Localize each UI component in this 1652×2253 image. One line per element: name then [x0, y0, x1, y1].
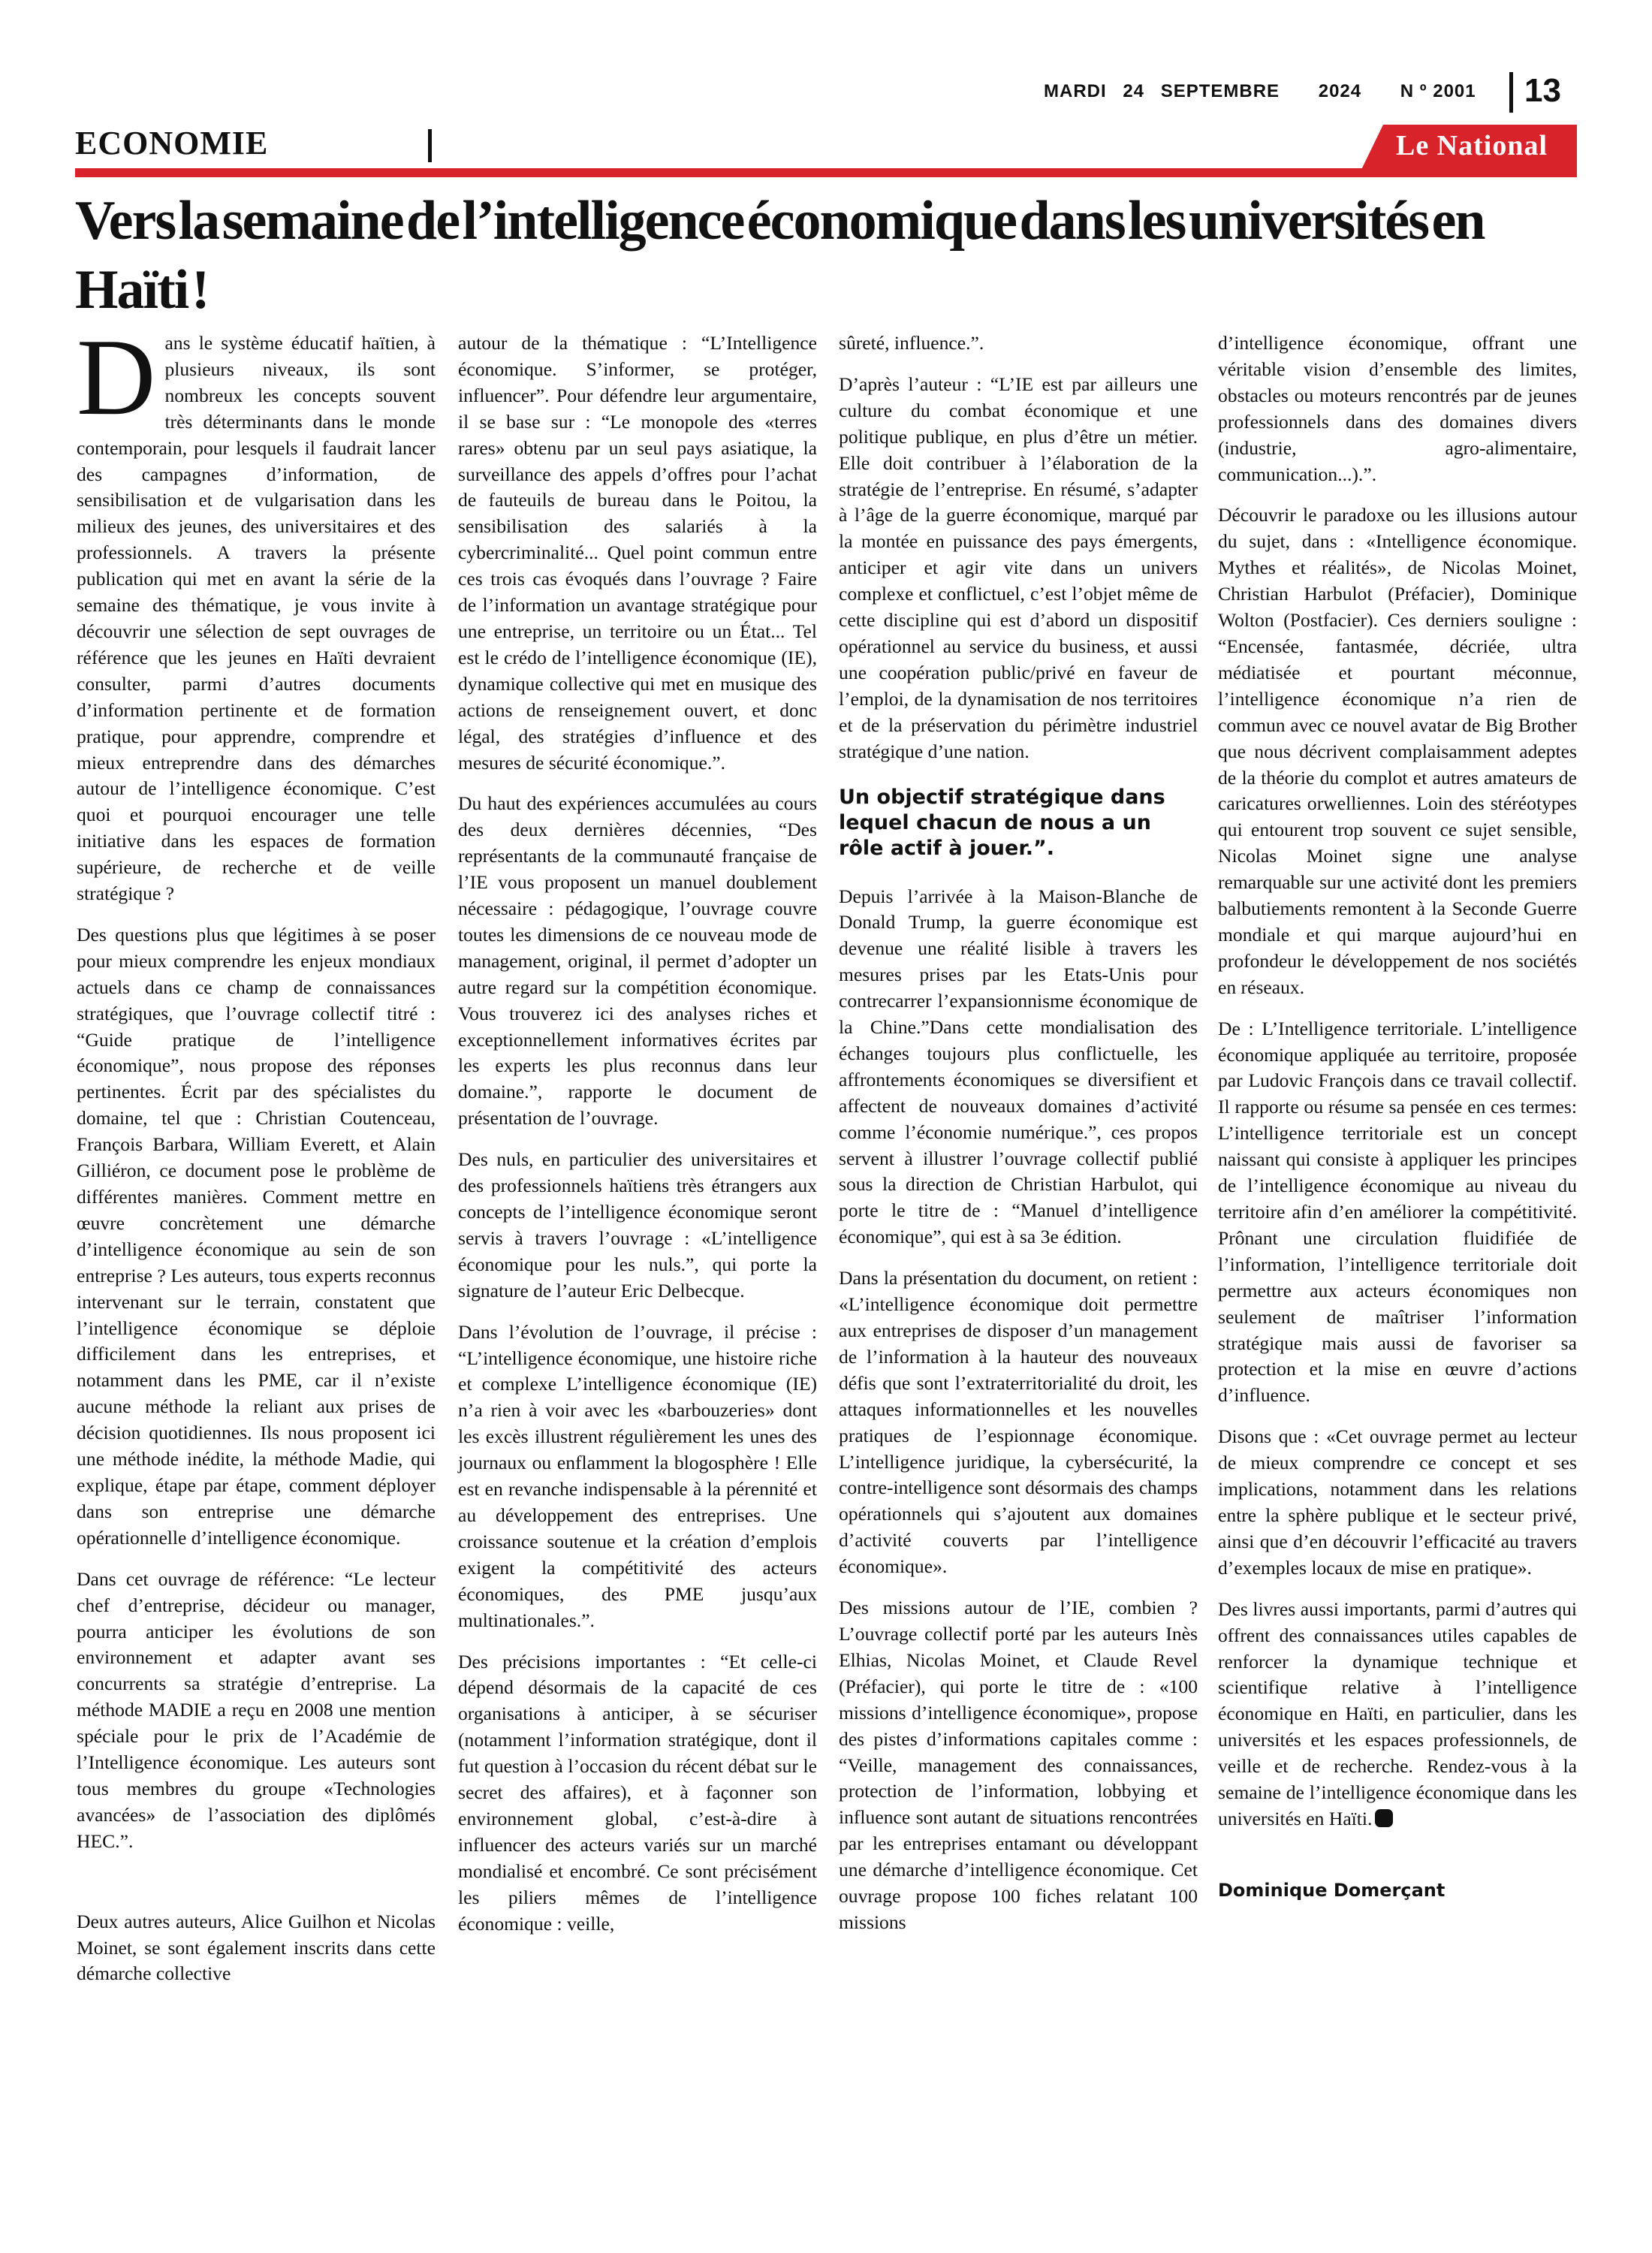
newspaper-brand: Le National — [1395, 130, 1548, 161]
paragraph: Des précisions importantes : “Et celle-ci dépend désormais de la capacité de ces organisations à anticiper, à se sécuriser (notamment l’information stratégique, dont il fut question à l’occasion du récent débat sur le secret des affaires), et à façonner son environnement global, c’est-à-dire à influencer des acteurs variés sur un marché mondialisé et encombré. Ce sont précisément les piliers mêmes de l’intelligence économique : veille, — [458, 1650, 817, 1935]
paragraph: Dans l’évolution de l’ouvrage, il précise : “L’intelligence économique, une histoire riche et complexe L’intelligence économique (IE) n’a rien à voir avec les «barbouzeries» dont les excès illustrent régulièrement les unes des journaux ou enflamment la blogosphère ! Elle est en revanche indispensable à la pérennité et au développement des entreprises. Une croissance soutenue et la création d’emplois exigent la compétitivité des acteurs économiques, des PME jusqu’aux multinationales.”. — [458, 1320, 817, 1631]
article-headline: Vers la semaine de l’intelligence économique dans les universités en Haïti ! — [75, 190, 1485, 321]
paragraph: Depuis l’arrivée à la Maison-Blanche de Donald Trump, la guerre économique est devenue une réalité lisible à travers les mesures prises par les Etats-Unis pour contrecarrer l’expansionnisme économique de la Chine.”Dans cette mondialisation des échanges toujours plus conflictuelle, les affrontements économiques se diversifient et affectent de nouveaux domaines d’activité comme l’économie numérique.”, ces propos servent à illustrer l’ouvrage collectif publié sous la direction de Christian Harbulot, qui porte le titre de : “Manuel d’intelligence économique”, qui est à sa 3e édition. — [839, 885, 1198, 1248]
page-number-divider — [1509, 72, 1513, 113]
paragraph: Deux autres auteurs, Alice Guilhon et Nicolas Moinet, se sont également inscrits dans cette démarche collective — [77, 1910, 436, 1985]
issue-dateline — [1044, 81, 1487, 102]
paragraph — [1218, 1597, 1577, 1832]
paragraph: Dans la présentation du document, on retient : «L’intelligence économique doit permettre aux entreprises de disposer d’un management de l’information à la hauteur des nouveaux défis que sont l’extraterritorialité du droit, les attaques informationnelles et les nouvelles pratiques de l’espionnage économique. L’intelligence juridique, la cybersécurité, la contre-intelligence sont désormais des champs opérationnels qui s’ajoutent aux domaines d’activité couverts par l’intelligence économique». — [839, 1267, 1198, 1578]
article-column-1 — [77, 316, 436, 2002]
paragraph-text: ans le système éducatif haïtien, à plusieurs niveaux, ils sont nombreux les concepts souvent très déterminants dans le monde contemporain, pour lesquels il faudrait lancer des campagnes d’information, de sensibilisation et de vulgarisation dans les milieux des jeunes, des universitaires et des professionnels. A travers la présente publication qui met en avant la série de la semaine des thématique, je vous invite à découvrir une sélection de sept ouvrages de référence que les jeunes en Haïti devraient consulter, parmi d’autres documents d’information pertinente et de formation pratique, pour apprendre, comprendre et mieux entreprendre dans des démarches autour de l’intelligence économique. C’est quoi et pourquoi encourager une telle initiative dans les espaces de formation supérieure, de recherche et de veille stratégique ? — [77, 332, 436, 905]
paragraph — [77, 316, 436, 907]
paragraph-text: Des livres aussi importants, parmi d’autres qui offrent des connaissances utiles capables de renforcer la dynamique technique et scientifique relative à l’intelligence économique en Haïti, en particulier, dans les universités et les espaces professionnels, de veille et de recherche. Rendez-vous à la semaine de l’intelligence économique dans les universités en Haïti. — [1218, 1597, 1577, 1829]
end-of-article-icon — [1375, 1809, 1393, 1827]
paragraph: Du haut des expériences accumulées au cours des deux dernières décennies, “Des représentants de la communauté française de l’IE vous proposent un manuel doublement nécessaire : pédagogique, l’ouvrage couvre toutes les dimensions de ce nouveau mode de management, original, il permet d’adopter un autre regard sur la compétition économique. Vous trouverez ici des analyses riches et exceptionnellement informatives écrites par les experts les plus reconnus dans leur domaine.”, rapporte le document de présentation de l’ouvrage. — [458, 792, 817, 1130]
dateline-year: 2024 — [1318, 81, 1362, 101]
paragraph: Des questions plus que légitimes à se poser pour mieux comprendre les enjeux mondiaux actuels dans ce champ de connaissances stratégiques, que l’ouvrage collectif titré : “Guide pratique de l’intelligence économique”, nous propose des réponses pertinentes. Écrit par des spécialistes du domaine, tel que : Christian Coutenceau, François Barbara, William Everett, et Alain Gilliéron, ce document pose le problème de différentes manières. Comment mettre en œuvre concrètement une démarche d’intelligence économique au sein de son entreprise ? Les auteurs, tous experts reconnus intervenant sur le terrain, constatent que l’intelligence économique se déploie difficilement dans les entreprises, et notamment dans les PME, car il n’existe aucune méthode la reliant aux prises de décision quotidiennes. Ils nous proposent ici une méthode inédite, la méthode Madie, qui explique, étape par étape, comment déployer dans son entreprise une démarche opérationnelle d’intelligence économique. — [77, 923, 436, 1549]
dateline-day: MARDI — [1044, 81, 1107, 101]
article-subheading: Un objectif stratégique dans lequel chacun de nous a un rôle actif à jouer.”. — [839, 785, 1165, 860]
paragraph: Découvrir le paradoxe ou les illusions autour du sujet, dans : «Intelligence économique. Mythes et réalités», de Nicolas Moinet, Christian Harbulot (Préfacier), Dominique Wolton (Postfacier). Ces derniers souligne : “Encensée, fantasmée, décriée, ultra médiatisée et pourtant méconnue, l’intelligence économique n’a rien de commun avec ce nouvel avatar de Big Brother que nous décrivent complaisamment adeptes de la théorie du complot et autres amateurs de caricatures orwelliennes. Loin des stéréotypes qui entourent trop souvent ce sujet sensible, Nicolas Moinet signe une analyse remarquable sur une activité dont les premiers balbutiements remontent à la Seconde Guerre mondiale et qui marque aujourd’hui en profondeur le développement de nos sociétés en réseaux. — [1218, 504, 1577, 998]
paragraph: Des missions autour de l’IE, combien ? L’ouvrage collectif porté par les auteurs Inès Elhias, Nicolas Moinet, et Claude Revel (Préfacier), qui porte le titre de : «100 missions d’intelligence économique», propose des pistes d’informations capitales comme : “Veille, management des connaissances, protection de l’information, lobbying et influence sont autant de situations rencontrées par les entreprises entamant ou développant une démarche d’intelligence économique. Cet ouvrage propose 100 fiches relatant 100 missions — [839, 1597, 1198, 1933]
paragraph: De : L’Intelligence territoriale. L’intelligence économique appliquée au territoire, proposée par Ludovic François dans ce travail collectif. Il rapporte ou résume sa pensée en ces termes: L’intelligence territoriale est un concept naissant qui consiste à appliquer les principes de l’intelligence économique au niveau du territoire afin d’en améliorer la compétitivité. Prônant une circulation fluidifiée de l’information, l’intelligence territoriale doit permettre aux acteurs économiques non seulement de maîtriser l’information stratégique mais aussi de favoriser sa protection et la mise en œuvre d’actions d’influence. — [1218, 1017, 1577, 1407]
drop-cap: D — [77, 316, 156, 438]
article-column-2 — [458, 330, 817, 1952]
paragraph: d’intelligence économique, offrant une véritable vision d’ensemble des limites, obstacles ou moteurs rencontrés par de jeunes professionnels dans des domaines divers (industrie, agro-alimentaire, communication...).”. — [1218, 332, 1577, 485]
paragraph: D’après l’auteur : “L’IE est par ailleurs une culture du combat économique et une politique publique, en plus d’être un métier. Elle doit contribuer à l’élaboration de la stratégie de l’entreprise. En résumé, s’adapter à l’âge de la guerre économique, marqué par la montée en puissance des pays émergents, anticiper et agir vite dans un univers complexe et conflictuel, c’est l’objet même de cette discipline qui est d’abord un dispositif opérationnel au service du business, et aussi une coopération public/privé en faveur de l’emploi, de la dynamisation de nos territoires et de la préservation du périmètre industriel stratégique d’une nation. — [839, 372, 1198, 762]
dateline-date: 24 — [1123, 81, 1145, 101]
issue-number: N º 2001 — [1400, 81, 1476, 101]
paragraph: autour de la thématique : “L’Intelligence économique. S’informer, se protéger, influencer”. Pour défendre leur argumentaire, il se base sur : “Le monopole des «terres rares» obtenu par un seul pays asiatique, la surveillance des appels d’offres pour l’achat de fauteuils de bureau dans le Poitou, la sensibilisation des salariés à la cybercriminalité... Quel point commun entre ces trois cas évoqués dans l’ouvrage ? Faire de l’information un avantage stratégique pour une entreprise, un territoire ou un État... Tel est le crédo de l’intelligence économique (IE), dynamique collective qui met en musique des actions de renseignement ouvert, et donc légal, des stratégies d’influence et des mesures de sécurité économique.”. — [458, 332, 817, 774]
header-red-rule — [75, 168, 1577, 177]
section-label: ECONOMIE — [75, 125, 269, 161]
paragraph: Disons que : «Cet ouvrage permet au lecteur de mieux comprendre ce concept et ses implications, notamment dans les relations entre la sphère publique et le secteur privé, ainsi que d’en découvrir l’efficacité au travers d’exemples locaux de mise en pratique». — [1218, 1425, 1577, 1579]
section-divider — [428, 129, 432, 162]
article-author: Dominique Domerçant — [1218, 1879, 1446, 1901]
dateline-month: SEPTEMBRE — [1160, 81, 1280, 101]
paragraph: Dans cet ouvrage de référence: “Le lecteur chef d’entreprise, décideur ou manager, pourra anticiper les évolutions de son environnement et adapter avant ses concurrents sa stratégie d’entreprise. La méthode MADIE a reçu en 2008 une mention spéciale pour le prix de l’Académie de l’Intelligence économique. Les auteurs sont tous membres du groupe «Technologies avancées» de l’association des diplômés HEC.”. — [77, 1567, 436, 1852]
column-spacer — [77, 1870, 436, 1909]
article-column-4 — [1218, 330, 1577, 1904]
article-column-3 — [839, 330, 1198, 1951]
paragraph: sûreté, influence.”. — [839, 332, 984, 354]
page-number: 13 — [1524, 72, 1561, 109]
paragraph: Des nuls, en particulier des universitaires et des professionnels haïtiens très étrangers aux concepts de l’intelligence économique seront servis à travers l’ouvrage : «L’intelligence économique pour les nuls.”, qui porte la signature de l’auteur Eric Delbecque. — [458, 1148, 817, 1301]
